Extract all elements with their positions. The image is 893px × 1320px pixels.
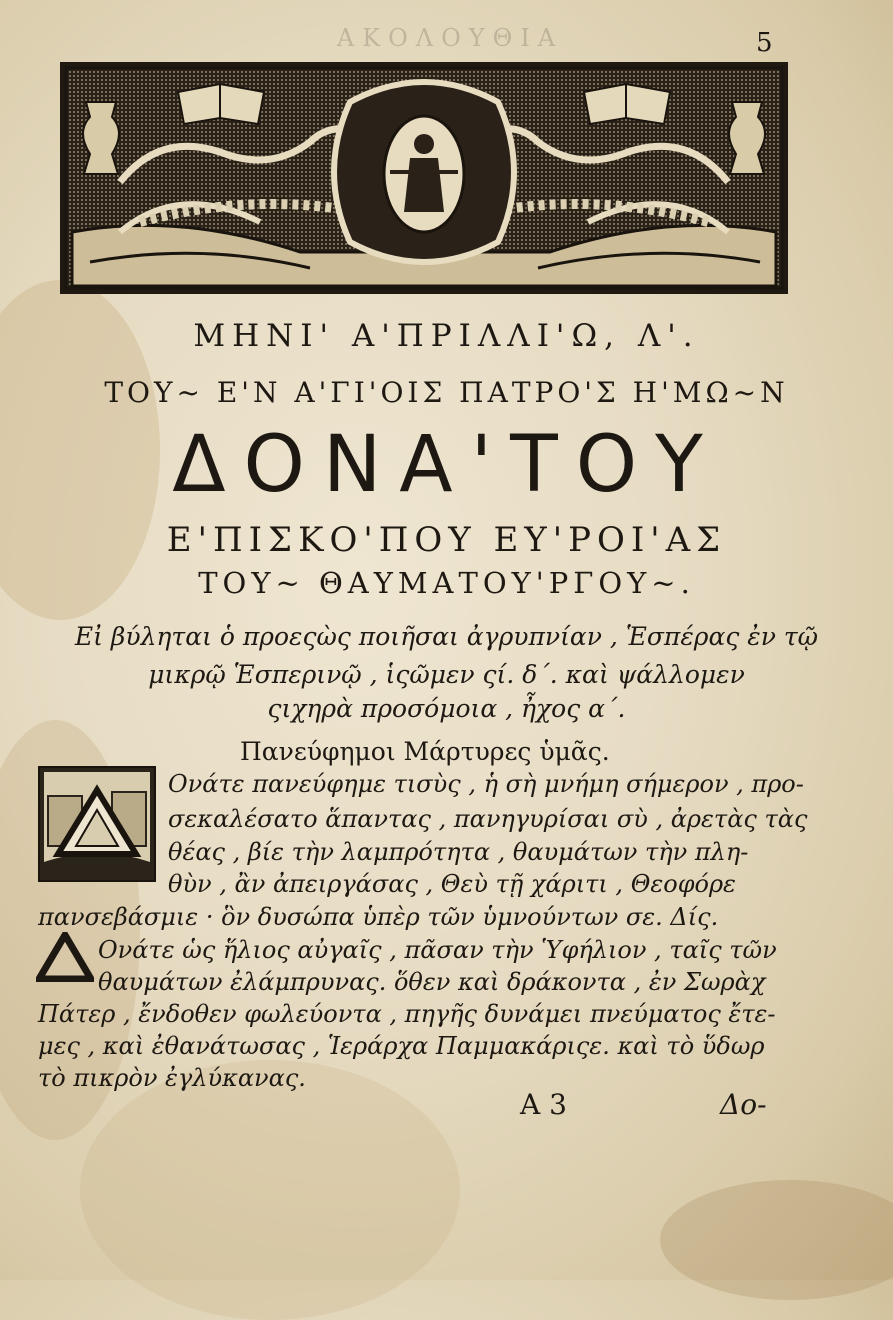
signature-mark: Α 3 <box>520 1088 567 1121</box>
svg-text:Δ: Δ <box>36 932 37 933</box>
rubric-line-2: μικρῷ Ἑσπερινῷ , ἱςῶμεν ςί. δ΄. καὶ ψάλλομεν <box>148 660 745 689</box>
hymn2-line-3: Πάτερ , ἔνδοθεν φωλεύοντα , πηγῆς δυνάμει πνεύματος ἔτε- <box>38 1000 776 1028</box>
title-wonderworker-line: ΤΟΥ~ ΘΑΥΜΑΤΟΥ'ΡΓΟΥ~. <box>198 566 695 600</box>
title-saint-name: ΔΟΝΑ'ΤΟΥ <box>172 420 721 510</box>
hymn1-line-5: πανσεβάσμιε · ὃν δυσώπα ὑπὲρ τῶν ὑμνούντων σε. Δίς. <box>38 903 719 931</box>
woodcut-initial-delta-icon <box>38 766 156 882</box>
hymn1-line-3: θέας , βίε τὴν λαμπρότητα , θαυμάτων τὴν πλη- <box>168 838 749 866</box>
hymn2-line-5: τὸ πικρὸν ἐγλύκανας. <box>38 1064 306 1092</box>
initial-delta-letter <box>36 932 94 982</box>
rubric-line-1: Εἰ βύληται ὁ προεςὼς ποιῆσαι ἀγρυπνίαν , Ἑσπέρας ἐν τῷ <box>74 622 819 651</box>
hymn2-line-4: μες , καὶ ἐθανάτωσας , Ἱεράρχα Παμμακάριςε. καὶ τὸ ὕδωρ <box>38 1032 765 1060</box>
hymn1-line-2: σεκαλέσατο ἅπαντας , πανηγυρίσαι σὺ , ἀρετὰς τὰς <box>168 805 808 833</box>
running-head: ΑΚΟΛΟΥΘΙΑ <box>336 24 564 52</box>
title-saint-intro: ΤΟΥ~ Ε'Ν Α'ΓΙ'ΟΙΣ ΠΑΤΡΟ'Σ Η'ΜΩ~Ν <box>104 376 789 409</box>
page-number: 5 <box>756 28 773 58</box>
hymn2-line-2: θαυμάτων ἐλάμπρυνας. ὅθεν καὶ δράκοντα , ἐν Σωρὰχ <box>98 968 766 996</box>
hymn1-line-4: θὺν , ἂν ἀπειργάσας , Θεὺ τῇ χάριτι , Θεοφόρε <box>168 870 736 898</box>
ornamental-woodcut-headpiece-icon <box>60 62 788 294</box>
hymn-melody-title: Πανεύφημοι Μάρτυρες ὑμᾶς. <box>240 737 610 766</box>
hymn2-line-1: Ονάτε ὡς ἥλιος αὐγαῖς , πᾶσαν τὴν Ὑφήλιον , ταῖς τῶν <box>98 936 777 964</box>
hymn1-line-1: Ονάτε πανεύφημε τισὺς , ἡ σὴ μνήμη σήμερον , προ- <box>168 770 804 798</box>
title-bishop-line: Ε'ΠΙΣΚΟ'ΠΟΥ ΕΥ'ΡΟΙ'ΑΣ <box>166 520 727 560</box>
title-date-line: ΜΗΝΙ' Α'ΠΡΙΛΛΙ'Ω, Λ'. <box>193 318 700 354</box>
catchword: Δο- <box>720 1088 767 1121</box>
rubric-line-3: ςιχηρὰ προσόμοια , ἦχος α΄. <box>267 694 626 723</box>
